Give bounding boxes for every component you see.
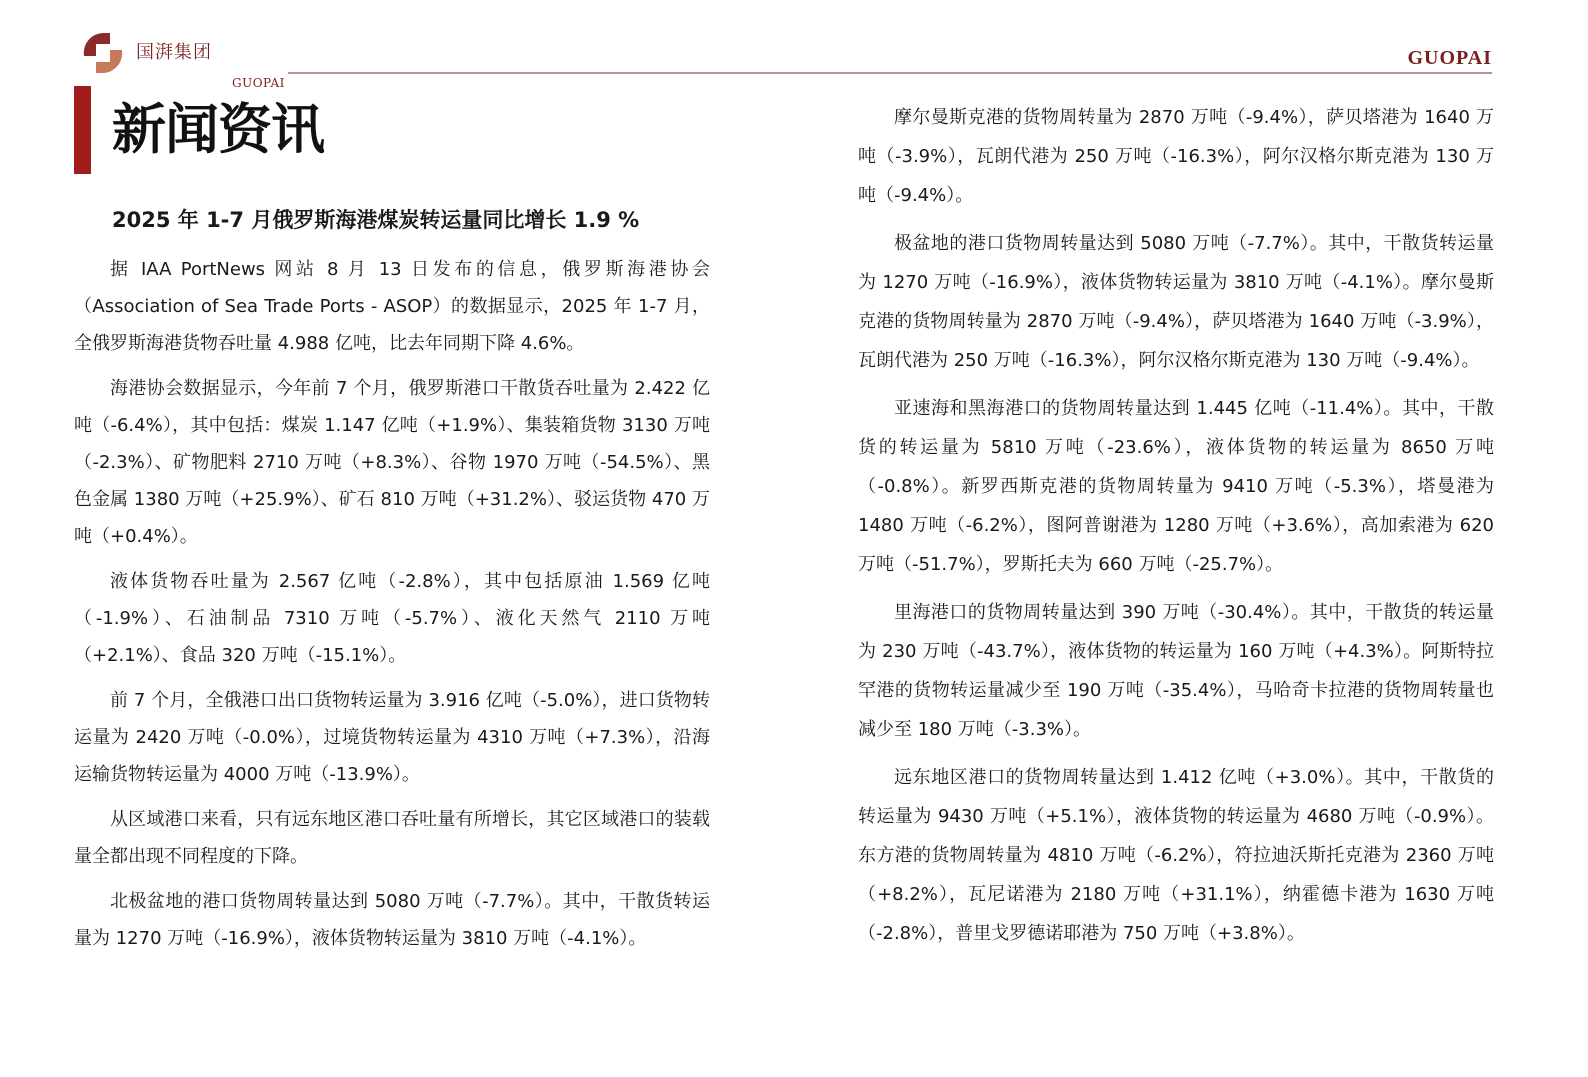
article-paragraph: 里海港口的货物周转量达到 390 万吨（-30.4%）。其中，干散货的转运量为 230 万吨（-43.7%），液体货物的转运量为 160 万吨（+4.3%）。阿斯特拉罕港的货物转运量减少至 190 万吨（-35.4%），马哈奇卡拉港的货物周转量也减少至 180 万吨（-3.3%）。 — [858, 602, 1494, 740]
brand-name: GUOPAI — [1407, 47, 1492, 69]
article-paragraph: 海港协会数据显示，今年前 7 个月，俄罗斯港口干散货吞吐量为 2.422 亿吨（-6.4%），其中包括：煤炭 1.147 亿吨（+1.9%）、集装箱货物 3130 万吨（-2.3%）、矿物肥料 2710 万吨（+8.3%）、谷物 1970 万吨（-54.5%）、黑色金属 1380 万吨（+25.9%）、矿石 810 万吨（+31.2%）、驳运货物 470 万吨（+0.4%）。 — [74, 378, 710, 548]
article-paragraph: 摩尔曼斯克港的货物周转量为 2870 万吨（-9.4%），萨贝塔港为 1640 万吨（-3.9%），瓦朗代港为 250 万吨（-16.3%），阿尔汉格尔斯克港为 130 万吨（-9.4%）。 — [858, 107, 1494, 206]
article-paragraph: 液体货物吞吐量为 2.567 亿吨（-2.8%），其中包括原油 1.569 亿吨（-1.9%）、石油制品 7310 万吨（-5.7%）、液化天然气 2110 万吨（+2.1%）、食品 320 万吨（-15.1%）。 — [74, 571, 710, 667]
header-divider — [288, 72, 1492, 74]
article-paragraph: 据 IAA PortNews 网站 8 月 13 日发布的信息，俄罗斯海港协会（Association of Sea Trade Ports - ASOP）的数据显示，2025 年 1-7 月，全俄罗斯海港货物吞吐量 4.988 亿吨，比去年同期下降 4.6%。 — [74, 259, 710, 355]
logo-english-name: GUOPAI — [232, 76, 285, 90]
logo-chinese-name: 国湃集团 — [136, 42, 212, 63]
article-paragraph: 前 7 个月，全俄港口出口货物转运量为 3.916 亿吨（-5.0%），进口货物转运量为 2420 万吨（-0.0%），过境货物转运量为 4310 万吨（+7.3%），沿海运输货物转运量为 4000 万吨（-13.9%）。 — [74, 690, 710, 786]
article-paragraph: 极盆地的港口货物周转量达到 5080 万吨（-7.7%）。其中，干散货转运量为 1270 万吨（-16.9%），液体货物转运量为 3810 万吨（-4.1%）。摩尔曼斯克港的货物周转量为 2870 万吨（-9.4%），萨贝塔港为 1640 万吨（-3.9%），瓦朗代港为 250 万吨（-16.3%），阿尔汉格尔斯克港为 130 万吨（-9.4%）。 — [858, 233, 1494, 371]
section-title: 新闻资讯 — [112, 98, 324, 161]
article-paragraph: 北极盆地的港口货物周转量达到 5080 万吨（-7.7%）。其中，干散货转运量为 1270 万吨（-16.9%），液体货物转运量为 3810 万吨（-4.1%）。 — [74, 891, 710, 950]
article-paragraph: 远东地区港口的货物周转量达到 1.412 亿吨（+3.0%）。其中，干散货的转运量为 9430 万吨（+5.1%），液体货物的转运量为 4680 万吨（-0.9%）。东方港的货物周转量为 4810 万吨（-6.2%），符拉迪沃斯托克港为 2360 万吨（+8.2%），瓦尼诺港为 2180 万吨（+31.1%），纳霍德卡港为 1630 万吨（-2.8%），普里戈罗德诺耶港为 750 万吨（+3.8%）。 — [858, 767, 1494, 944]
article-paragraph: 亚速海和黑海港口的货物周转量达到 1.445 亿吨（-11.4%）。其中，干散货的转运量为 5810 万吨（-23.6%），液体货物的转运量为 8650 万吨（-0.8%）。新罗西斯克港的货物周转量为 9410 万吨（-5.3%），塔曼港为 1480 万吨（-6.2%），图阿普谢港为 1280 万吨（+3.6%），高加索港为 620 万吨（-51.7%），罗斯托夫为 660 万吨（-25.7%）。 — [858, 398, 1494, 575]
company-logo — [80, 28, 310, 92]
section-title-accent-bar — [74, 86, 91, 174]
guopai-logo-icon — [80, 30, 126, 76]
left-column — [74, 206, 710, 965]
article-paragraph: 从区域港口来看，只有远东地区港口吞吐量有所增长，其它区域港口的装载量全都出现不同程度的下降。 — [74, 809, 710, 868]
article-headline: 2025 年 1-7 月俄罗斯海港煤炭转运量同比增长 1.9 % — [112, 208, 640, 232]
right-column — [858, 98, 1494, 962]
